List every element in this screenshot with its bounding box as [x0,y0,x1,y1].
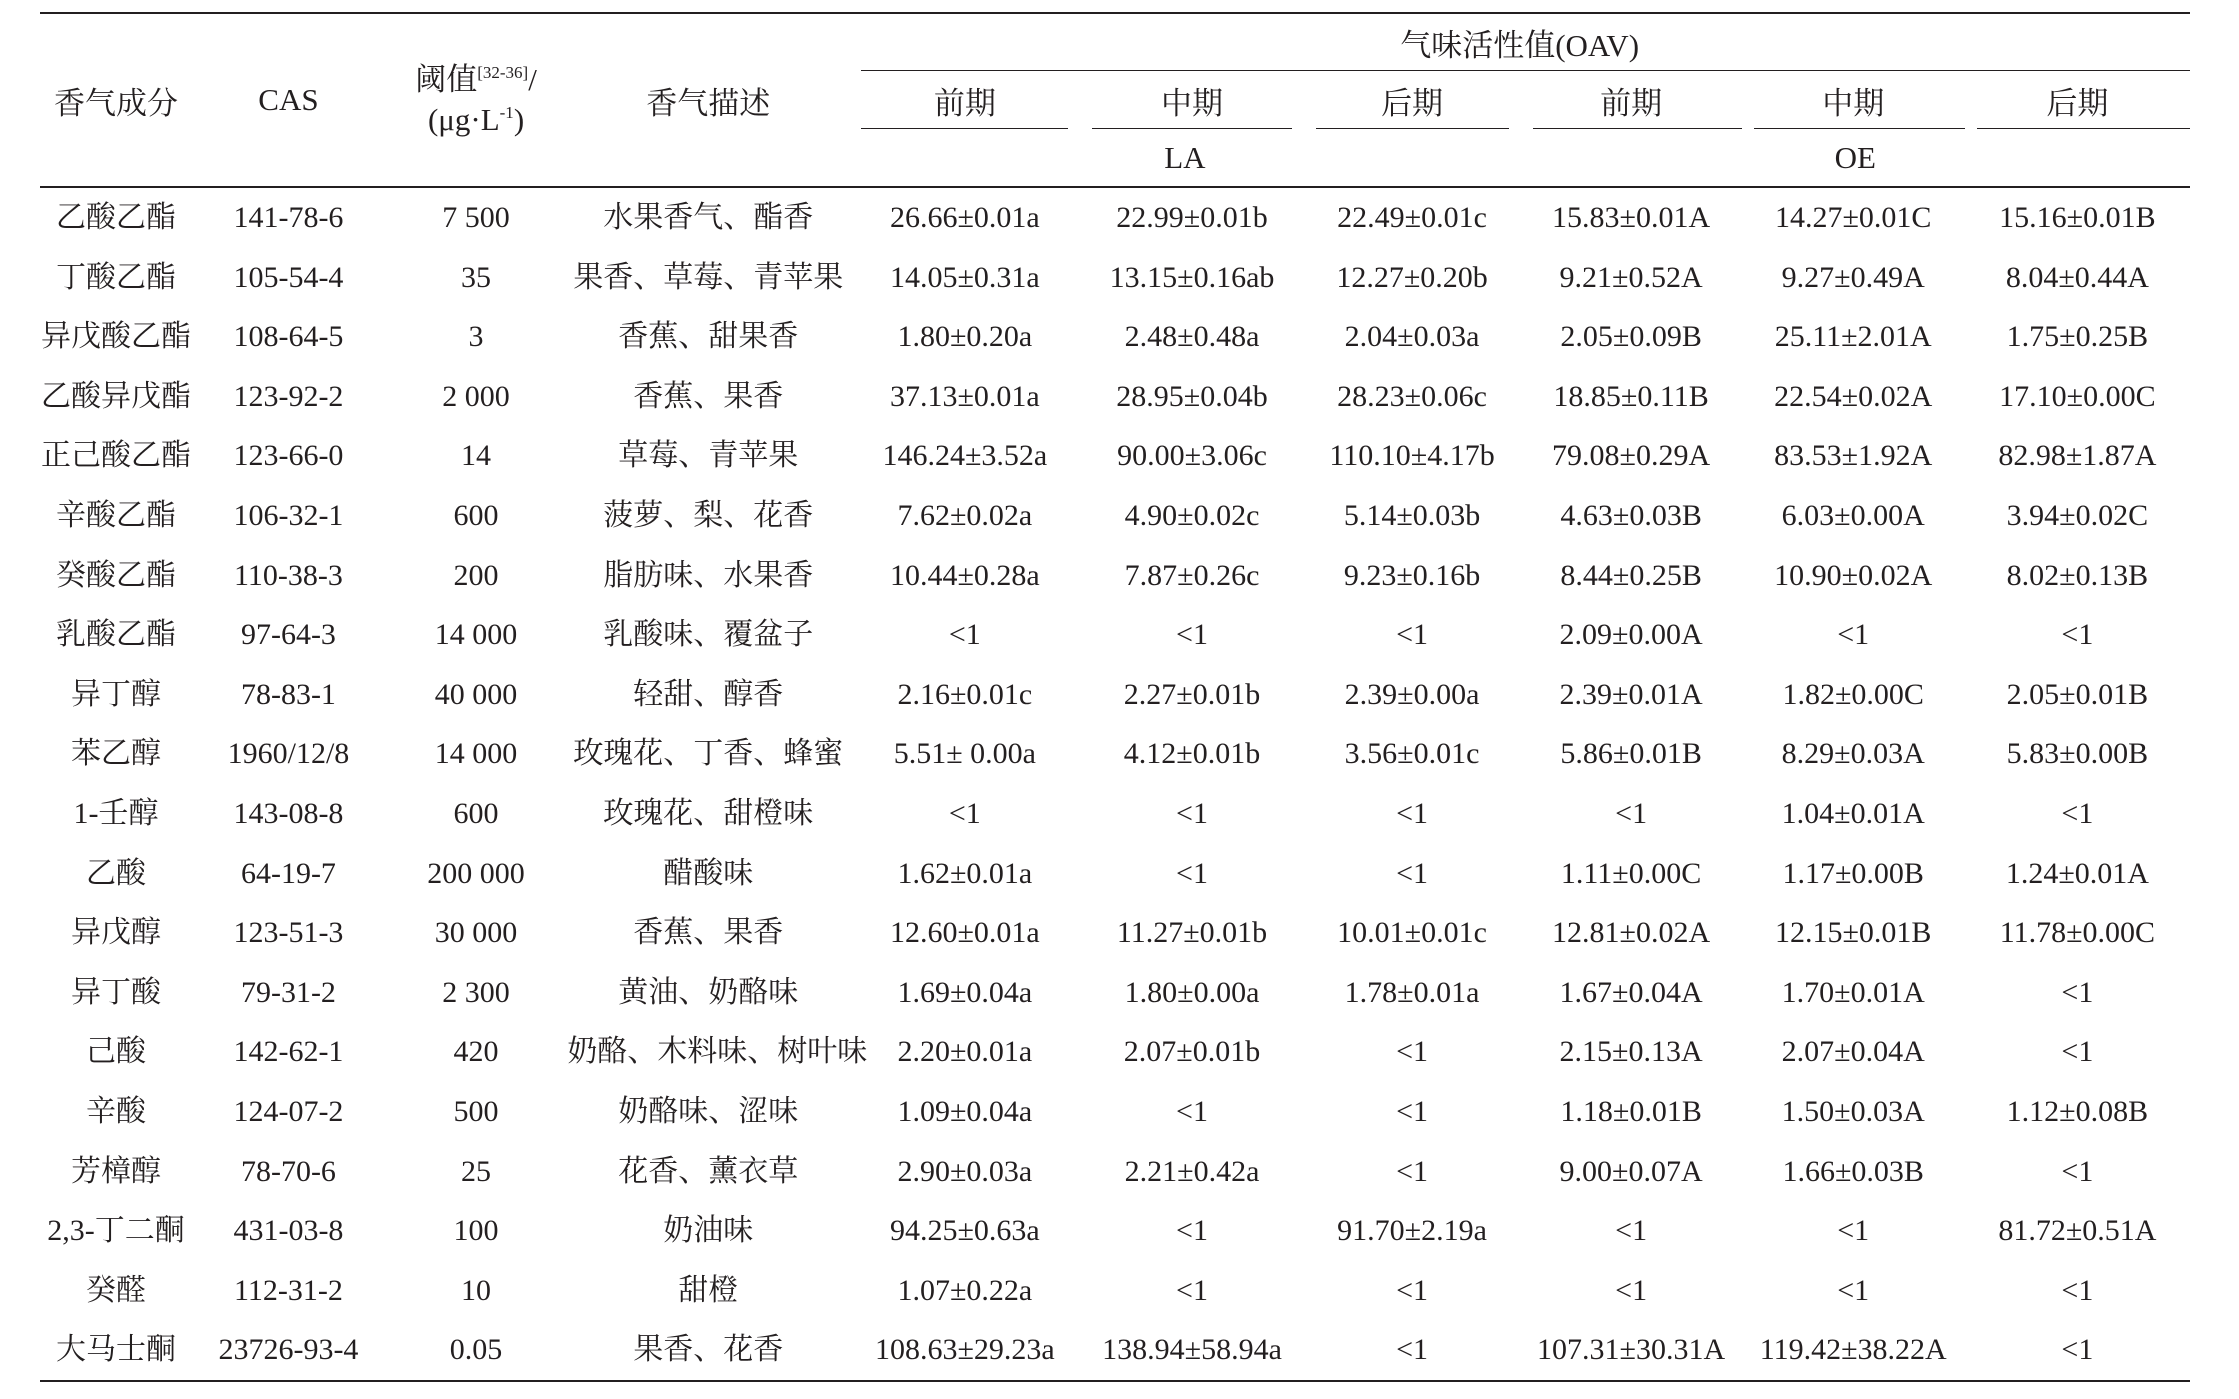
cell-component-name: 大马士酮 [40,1320,192,1381]
cell-oav-la-mid: <1 [1176,1214,1208,1248]
cell-cas: 78-83-1 [240,677,336,711]
cell-oav-la-late: <1 [1396,1273,1429,1307]
cell-description: 黄油、奶酪味 [618,975,799,1009]
cell-cas: 123-51-3 [233,916,344,950]
table-header [40,13,2190,187]
threshold-slash: / [528,62,537,97]
header-group-oe: OE [1521,129,2190,187]
cell-oav-la-late: <1 [1304,1320,1521,1381]
cell-oav-oe-late: <1 [2061,618,2094,652]
table-row [40,1022,2190,1082]
cell-component-name: 癸醛 [86,1273,147,1307]
table-row [40,187,2190,248]
header-stage-oe-late: 后期 [1965,71,2190,129]
cell-description: 草莓、青苹果 [618,439,799,473]
cell-oav-oe-mid: <1 [1837,1273,1870,1307]
cell-oav-la-late: <1 [1396,796,1429,830]
cell-oav-oe-late: <1 [2061,1273,2094,1307]
cell-cas: 105-54-4 [233,260,344,294]
cell-oav-la-mid: <1 [1176,796,1208,830]
cell-oav-oe-late: 82.98±1.87A [1998,439,2157,473]
cell-description: 奶酪、木料味、树叶味 [567,1035,868,1069]
cell-oav-oe-early: 15.83±0.01A [1552,201,1711,234]
cell-component-name: 乙酸乙酯 [56,201,177,234]
cell-threshold: 3 [468,320,484,354]
cell-oav-la-late: <1 [1396,618,1429,652]
cell-oav-la-mid: 22.99±0.01b [1116,201,1268,234]
table-row [40,784,2190,844]
cell-oav-la-early: 2.90±0.03a [897,1154,1033,1188]
cell-oav-la-early: 1.62±0.01a [897,856,1033,890]
cell-oav-oe-early: 8.44±0.25B [1560,558,1702,592]
cell-oav-oe-mid: 6.03±0.00A [1781,498,1925,532]
cell-oav-la-mid: 2.48±0.48a [1124,320,1260,354]
cell-oav-oe-mid: 9.27±0.49A [1781,260,1925,294]
cell-description: 果香、草莓、青苹果 [573,260,844,294]
cell-oav-oe-mid: 25.11±2.01A [1774,320,1932,354]
cell-oav-oe-early: 79.08±0.29A [1552,439,1711,473]
cell-description: 香蕉、果香 [633,379,784,413]
cell-description: 轻甜、醇香 [633,677,784,711]
cell-oav-la-late: 22.49±0.01c [1337,201,1487,234]
cell-description: 脂肪味、水果香 [603,558,814,592]
cell-cas: 78-70-6 [240,1154,336,1188]
cell-oav-la-mid: 4.12±0.01b [1123,737,1261,771]
header-stage-la-early: 前期 [849,71,1080,129]
table-row [40,724,2190,784]
cell-oav-la-late: <1 [1396,1154,1429,1188]
cell-oav-la-early: 1.09±0.04a [897,1094,1033,1128]
cell-oav-la-mid: <1 [1176,1094,1208,1128]
cell-oav-oe-late: 1.12±0.08B [2006,1094,2149,1128]
cell-oav-oe-early: 5.86±0.01B [1560,737,1702,771]
cell-component-name: 异戊酸乙酯 [41,320,192,354]
header-oav-group: 气味活性值(OAV) [849,13,2190,71]
cell-component-name: 苯乙醇 [71,737,162,771]
header-stage-la-late: 后期 [1304,71,1521,129]
cell-threshold: 2 000 [442,379,510,413]
cell-threshold: 500 [453,1094,499,1128]
table-row [40,486,2190,546]
cell-oav-oe-late: <1 [2061,975,2094,1009]
cell-oav-la-early: 10.44±0.28a [889,558,1040,592]
cell-threshold: 14 000 [434,618,518,652]
header-stage-oe-early: 前期 [1521,71,1742,129]
cell-oav-la-mid: <1 [1176,1273,1208,1307]
cell-oav-la-late: 5.14±0.03b [1343,498,1481,532]
table-row [40,546,2190,606]
cell-description: 香蕉、果香 [633,916,784,950]
oav-table-container [40,12,2190,1382]
cell-oav-oe-late: 1.75±0.25B [2006,320,2149,354]
cell-oav-la-early: <1 [948,796,981,830]
cell-oav-oe-early: 4.63±0.03B [1560,498,1702,532]
cell-oav-la-mid: <1 [1176,856,1208,890]
cell-threshold: 7 500 [442,201,510,234]
cell-oav-la-mid: 7.87±0.26c [1124,558,1260,592]
cell-cas: 108-64-5 [233,320,344,354]
header-stage-la-mid: 中期 [1080,71,1303,129]
cell-oav-oe-early: 107.31±30.31A [1521,1320,1742,1381]
cell-oav-la-early: 14.05±0.31a [889,260,1040,294]
cell-component-name: 异丁酸 [71,975,162,1009]
cell-oav-la-mid: 13.15±0.16ab [1109,260,1275,294]
cell-component-name: 辛酸 [86,1094,147,1128]
cell-description: 玫瑰花、甜橙味 [603,796,814,830]
cell-oav-la-late: <1 [1396,1094,1429,1128]
table-row [40,248,2190,308]
cell-oav-la-mid: 2.21±0.42a [1124,1154,1260,1188]
cell-threshold: 35 [461,260,492,294]
cell-threshold: 100 [453,1214,499,1248]
cell-oav-oe-mid: 119.42±38.22A [1742,1320,1965,1381]
cell-cas: 23726-93-4 [192,1320,385,1381]
cell-oav-oe-late: 81.72±0.51A [1998,1214,2157,1248]
table-row [40,903,2190,963]
cell-oav-oe-mid: 12.15±0.01B [1774,916,1932,950]
cell-cas: 97-64-3 [240,618,336,652]
cell-description: 奶油味 [663,1214,754,1248]
cell-oav-oe-mid: 1.17±0.00B [1782,856,1924,890]
cell-cas: 123-92-2 [233,379,344,413]
cell-oav-oe-mid: 22.54±0.02A [1774,379,1933,413]
cell-oav-oe-late: <1 [2061,1154,2094,1188]
cell-oav-oe-early: 9.21±0.52A [1559,260,1703,294]
cell-oav-oe-late: 8.04±0.44A [2005,260,2149,294]
cell-oav-la-early: 2.20±0.01a [897,1035,1033,1069]
cell-component-name: 己酸 [86,1035,147,1069]
cell-oav-oe-mid: 1.66±0.03B [1782,1154,1924,1188]
cell-oav-la-early: 26.66±0.01a [889,201,1040,234]
table-row [40,1142,2190,1202]
cell-cas: 123-66-0 [233,439,344,473]
cell-oav-oe-mid: 10.90±0.02A [1774,558,1933,592]
cell-cas: 106-32-1 [233,498,344,532]
cell-threshold: 2 300 [442,975,510,1009]
cell-description: 玫瑰花、丁香、蜂蜜 [573,737,844,771]
cell-oav-la-early: 1.69±0.04a [897,975,1033,1009]
cell-oav-la-late: 9.23±0.16b [1343,558,1481,592]
threshold-unit-exponent: -1 [499,103,514,122]
header-threshold [385,13,568,187]
cell-threshold: 0.05 [385,1320,568,1381]
cell-oav-la-late: <1 [1396,856,1429,890]
cell-oav-oe-late: 15.16±0.01B [1999,201,2156,234]
cell-oav-oe-late: 17.10±0.00C [1999,379,2156,413]
cell-oav-la-mid: <1 [1176,618,1208,652]
cell-oav-la-mid: 90.00±3.06c [1117,439,1267,473]
cell-oav-la-early: 108.63±29.23a [849,1320,1080,1381]
threshold-label: 阈值 [415,62,478,97]
cell-oav-la-late: 3.56±0.01c [1344,737,1480,771]
cell-description: 花香、薰衣草 [618,1154,799,1188]
cell-oav-la-late: 110.10±4.17b [1329,439,1495,473]
cell-oav-oe-late: 5.83±0.00B [2006,737,2149,771]
cell-oav-oe-mid: 2.07±0.04A [1781,1035,1925,1069]
cell-oav-la-early: 1.80±0.20a [897,320,1033,354]
cell-oav-oe-mid: <1 [1837,618,1870,652]
cell-oav-la-early: <1 [948,618,981,652]
cell-description: 奶酪味、涩味 [618,1094,799,1128]
cell-oav-la-late: 28.23±0.06c [1337,379,1487,413]
cell-oav-oe-early: 9.00±0.07A [1559,1154,1703,1188]
cell-oav-oe-early: 2.15±0.13A [1559,1035,1703,1069]
cell-oav-la-early: 5.51± 0.00a [893,737,1036,771]
cell-threshold: 40 000 [434,677,518,711]
cell-oav-oe-late: 2.05±0.01B [2006,677,2149,711]
cell-oav-la-late: <1 [1396,1035,1429,1069]
cell-cas: 431-03-8 [233,1214,344,1248]
threshold-unit: (μg·L [427,102,500,137]
cell-description: 香蕉、甜果香 [618,320,799,354]
cell-oav-oe-mid: 83.53±1.92A [1774,439,1933,473]
cell-component-name: 乙酸 [86,856,147,890]
cell-oav-la-late: 2.39±0.00a [1344,677,1480,711]
cell-oav-oe-mid: 1.82±0.00C [1782,677,1924,711]
table-row [40,1082,2190,1142]
header-stage-oe-mid: 中期 [1742,71,1965,129]
cell-oav-la-mid: 138.94±58.94a [1080,1320,1303,1381]
table-row [40,1201,2190,1261]
cell-oav-la-late: 91.70±2.19a [1337,1214,1487,1248]
cell-component-name: 乳酸乙酯 [56,618,177,652]
cell-component-name: 丁酸乙酯 [56,260,177,294]
cell-cas: 1960/12/8 [227,737,350,771]
cell-description: 甜橙 [678,1273,739,1307]
cell-oav-oe-early: 2.39±0.01A [1559,677,1703,711]
cell-threshold: 420 [453,1035,499,1069]
cell-oav-la-early: 37.13±0.01a [889,379,1040,413]
cell-oav-oe-mid: 8.29±0.03A [1781,737,1925,771]
cell-oav-la-mid: 1.80±0.00a [1124,975,1260,1009]
header-description: 香气描述 [567,13,849,187]
cell-oav-oe-early: 1.11±0.00C [1560,856,1702,890]
cell-component-name: 正己酸乙酯 [41,439,192,473]
cell-oav-oe-late: <1 [2061,1035,2094,1069]
cell-threshold: 30 000 [434,916,518,950]
cell-threshold: 600 [453,498,499,532]
cell-component-name: 1-壬醇 [73,796,159,830]
header-group-la: LA [849,129,1520,187]
cell-oav-oe-late: 8.02±0.13B [2006,558,2149,592]
cell-component-name: 异丁醇 [71,677,162,711]
cell-cas: 112-31-2 [234,1273,343,1307]
cell-oav-oe-early: 2.05±0.09B [1560,320,1702,354]
cell-oav-oe-early: 1.18±0.01B [1560,1094,1702,1128]
cell-description: 果香、花香 [567,1320,849,1381]
cell-oav-oe-early: 1.67±0.04A [1559,975,1703,1009]
cell-cas: 110-38-3 [234,558,343,592]
table-row [40,1320,2190,1381]
cell-component-name: 芳樟醇 [71,1154,162,1188]
cell-oav-la-early: 1.07±0.22a [897,1273,1033,1307]
cell-cas: 141-78-6 [233,201,344,234]
table-body [40,187,2190,1381]
cell-component-name: 2,3-丁二酮 [47,1214,185,1248]
cell-oav-la-early: 146.24±3.52a [882,439,1048,473]
cell-threshold: 14 [461,439,492,473]
cell-oav-la-mid: 2.07±0.01b [1123,1035,1261,1069]
cell-oav-oe-mid: 1.50±0.03A [1781,1094,1925,1128]
table-row [40,605,2190,665]
cell-cas: 64-19-7 [240,856,336,890]
table-row [40,844,2190,904]
cell-oav-oe-late: <1 [2061,796,2094,830]
table-row [40,963,2190,1023]
cell-description: 水果香气、酯香 [603,201,814,234]
cell-oav-oe-mid: 1.04±0.01A [1781,796,1925,830]
table-row [40,367,2190,427]
cell-component-name: 乙酸异戊酯 [41,379,192,413]
cell-cas: 142-62-1 [233,1035,344,1069]
cell-description: 菠萝、梨、花香 [603,498,814,532]
table-row [40,1261,2190,1321]
threshold-unit-close: ) [513,102,525,137]
cell-oav-la-mid: 4.90±0.02c [1124,498,1260,532]
cell-oav-oe-late: 3.94±0.02C [2006,498,2149,532]
cell-oav-la-early: 12.60±0.01a [889,916,1040,950]
header-component: 香气成分 [40,13,192,187]
table-row [40,665,2190,725]
cell-cas: 124-07-2 [233,1094,344,1128]
cell-oav-la-mid: 11.27±0.01b [1116,916,1268,950]
cell-description: 醋酸味 [663,856,754,890]
cell-oav-la-mid: 2.27±0.01b [1123,677,1261,711]
cell-oav-oe-early: <1 [1615,1214,1648,1248]
header-cas: CAS [192,13,385,187]
cell-oav-la-late: 12.27±0.20b [1336,260,1488,294]
cell-threshold: 200 000 [427,856,525,890]
cell-oav-oe-early: <1 [1615,1273,1648,1307]
cell-threshold: 14 000 [434,737,518,771]
cell-oav-la-early: 7.62±0.02a [897,498,1033,532]
cell-oav-oe-mid: 1.70±0.01A [1781,975,1925,1009]
table-row [40,426,2190,486]
cell-description: 乳酸味、覆盆子 [603,618,814,652]
cell-oav-la-late: 1.78±0.01a [1344,975,1480,1009]
cell-oav-oe-early: <1 [1615,796,1648,830]
oav-table [40,12,2190,1382]
cell-oav-oe-late: 11.78±0.00C [1999,916,2156,950]
cell-oav-la-late: 2.04±0.03a [1344,320,1480,354]
cell-oav-oe-mid: <1 [1837,1214,1870,1248]
cell-component-name: 辛酸乙酯 [56,498,177,532]
cell-oav-oe-early: 18.85±0.11B [1553,379,1709,413]
cell-cas: 143-08-8 [233,796,344,830]
cell-threshold: 200 [453,558,499,592]
cell-oav-oe-early: 2.09±0.00A [1559,618,1703,652]
cell-oav-la-late: 10.01±0.01c [1337,916,1487,950]
threshold-ref: [32-36] [477,63,529,82]
cell-oav-oe-early: 12.81±0.02A [1552,916,1711,950]
cell-oav-oe-late: <1 [1965,1320,2190,1381]
cell-threshold: 600 [453,796,499,830]
cell-oav-la-early: 94.25±0.63a [889,1214,1040,1248]
cell-oav-la-early: 2.16±0.01c [897,677,1033,711]
cell-oav-la-mid: 28.95±0.04b [1116,379,1268,413]
cell-oav-oe-mid: 14.27±0.01C [1774,201,1932,234]
cell-oav-oe-late: 1.24±0.01A [2005,856,2149,890]
cell-threshold: 10 [461,1273,492,1307]
cell-component-name: 癸酸乙酯 [56,558,177,592]
cell-cas: 79-31-2 [240,975,336,1009]
cell-threshold: 25 [461,1154,492,1188]
cell-component-name: 异戊醇 [71,916,162,950]
table-row [40,307,2190,367]
